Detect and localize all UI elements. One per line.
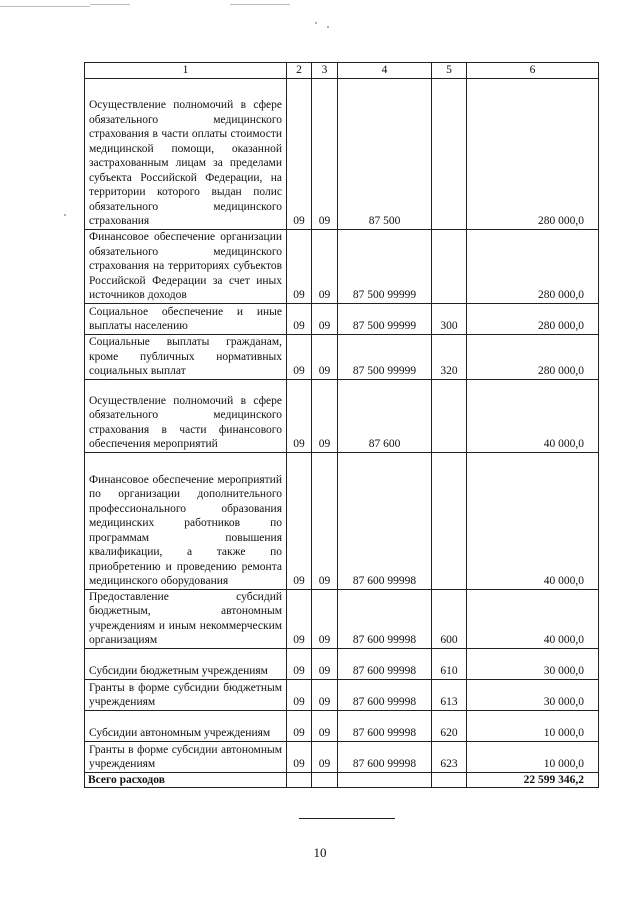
row-amount: 40 000,0: [467, 452, 599, 589]
row-target-article: 87 600 99998: [338, 452, 432, 589]
row-amount: 30 000,0: [467, 648, 599, 679]
row-section-code: 09: [287, 78, 312, 229]
row-amount: 40 000,0: [467, 379, 599, 452]
table-row: [85, 679, 599, 710]
header-cell: 1: [85, 63, 287, 79]
table-row: [85, 710, 599, 741]
row-subsection-code: 09: [312, 741, 338, 772]
header-cell: 3: [312, 63, 338, 79]
row-subsection-code: 09: [312, 78, 338, 229]
row-subsection-code: 09: [312, 452, 338, 589]
table-cell: [287, 772, 312, 788]
row-subsection-code: 09: [312, 648, 338, 679]
scan-speck: [64, 214, 66, 216]
row-expense-type: 320: [432, 334, 467, 379]
footer-separator: [299, 818, 395, 819]
table-cell: [338, 772, 432, 788]
table-row: [85, 379, 599, 452]
row-expense-type: 623: [432, 741, 467, 772]
table-cell: [312, 772, 338, 788]
row-expense-type: 613: [432, 679, 467, 710]
row-section-code: 09: [287, 648, 312, 679]
row-expense-type: 600: [432, 589, 467, 648]
row-amount: 10 000,0: [467, 710, 599, 741]
row-section-code: 09: [287, 379, 312, 452]
row-amount: 30 000,0: [467, 679, 599, 710]
row-subsection-code: 09: [312, 679, 338, 710]
table-row: [85, 229, 599, 303]
row-expense-type: 620: [432, 710, 467, 741]
budget-table: [84, 62, 599, 788]
row-target-article: 87 600 99998: [338, 589, 432, 648]
table-row: [85, 303, 599, 334]
row-subsection-code: 09: [312, 589, 338, 648]
row-subsection-code: 09: [312, 710, 338, 741]
row-section-code: 09: [287, 303, 312, 334]
table-header-row: [85, 63, 599, 79]
header-cell: 2: [287, 63, 312, 79]
scan-artifact-line: [90, 4, 130, 5]
page-number: 10: [313, 845, 327, 860]
row-amount: 280 000,0: [467, 78, 599, 229]
row-expense-type: [432, 78, 467, 229]
row-amount: 280 000,0: [467, 229, 599, 303]
header-cell: 5: [432, 63, 467, 79]
total-label: Всего расходов: [85, 772, 287, 788]
row-section-code: 09: [287, 589, 312, 648]
row-amount: 40 000,0: [467, 589, 599, 648]
row-description: Социальные выплаты гражданам, кроме публичных нормативных социальных выплат: [85, 334, 287, 379]
row-description: Гранты в форме субсидии бюджетным учреждениям: [85, 679, 287, 710]
table-cell: [432, 772, 467, 788]
row-description: Осуществление полномочий в сфере обязательного медицинского страхования в части финансового обеспечения мероприятий: [85, 379, 287, 452]
row-subsection-code: 09: [312, 379, 338, 452]
row-section-code: 09: [287, 229, 312, 303]
row-expense-type: [432, 229, 467, 303]
scan-artifact-line: [230, 4, 290, 5]
header-cell: 6: [467, 63, 599, 79]
row-target-article: 87 600 99998: [338, 710, 432, 741]
scan-artifact-line: [0, 6, 90, 7]
row-target-article: 87 600 99998: [338, 741, 432, 772]
total-sum: 22 599 346,2: [467, 772, 599, 788]
row-section-code: 09: [287, 452, 312, 589]
row-expense-type: [432, 379, 467, 452]
table-row: [85, 334, 599, 379]
row-description: Социальное обеспечение и иные выплаты населению: [85, 303, 287, 334]
table-body: [85, 78, 599, 788]
row-target-article: 87 600: [338, 379, 432, 452]
row-subsection-code: 09: [312, 303, 338, 334]
row-target-article: 87 500 99999: [338, 229, 432, 303]
row-description: Предоставление субсидий бюджетным, автономным учреждениям и иным некоммерческим организациям: [85, 589, 287, 648]
row-target-article: 87 500: [338, 78, 432, 229]
scan-speck: [315, 22, 317, 24]
row-section-code: 09: [287, 710, 312, 741]
row-subsection-code: 09: [312, 229, 338, 303]
row-target-article: 87 500 99999: [338, 334, 432, 379]
row-description: Финансовое обеспечение мероприятий по организации дополнительного профессионального образования медицинских работников по программам повышения квалификации, а также по приобретению и проведению ремонта медицинского оборудования: [85, 452, 287, 589]
row-target-article: 87 600 99998: [338, 648, 432, 679]
table-row: [85, 78, 599, 229]
row-expense-type: 610: [432, 648, 467, 679]
row-target-article: 87 600 99998: [338, 679, 432, 710]
row-expense-type: [432, 452, 467, 589]
table-row: [85, 741, 599, 772]
row-description: Субсидии автономным учреждениям: [85, 710, 287, 741]
row-description: Финансовое обеспечение организации обязательного медицинского страхования на территориях субъектов Российской Федерации за счет иных источников доходов: [85, 229, 287, 303]
header-cell: 4: [338, 63, 432, 79]
row-amount: 280 000,0: [467, 334, 599, 379]
table-row: [85, 589, 599, 648]
row-section-code: 09: [287, 334, 312, 379]
row-section-code: 09: [287, 679, 312, 710]
row-expense-type: 300: [432, 303, 467, 334]
row-target-article: 87 500 99999: [338, 303, 432, 334]
table-row: [85, 648, 599, 679]
row-amount: 10 000,0: [467, 741, 599, 772]
total-row: [85, 772, 599, 788]
row-subsection-code: 09: [312, 334, 338, 379]
row-section-code: 09: [287, 741, 312, 772]
table-row: [85, 452, 599, 589]
scan-speck: [327, 26, 329, 28]
row-description: Осуществление полномочий в сфере обязательного медицинского страхования в части оплаты стоимости медицинской помощи, оказанной застрахованным лицам за пределами субъекта Российской Федерации, на территории которого выдан полис обязательного медицинского страхования: [85, 78, 287, 229]
row-description: Субсидии бюджетным учреждениям: [85, 648, 287, 679]
row-amount: 280 000,0: [467, 303, 599, 334]
row-description: Гранты в форме субсидии автономным учреждениям: [85, 741, 287, 772]
